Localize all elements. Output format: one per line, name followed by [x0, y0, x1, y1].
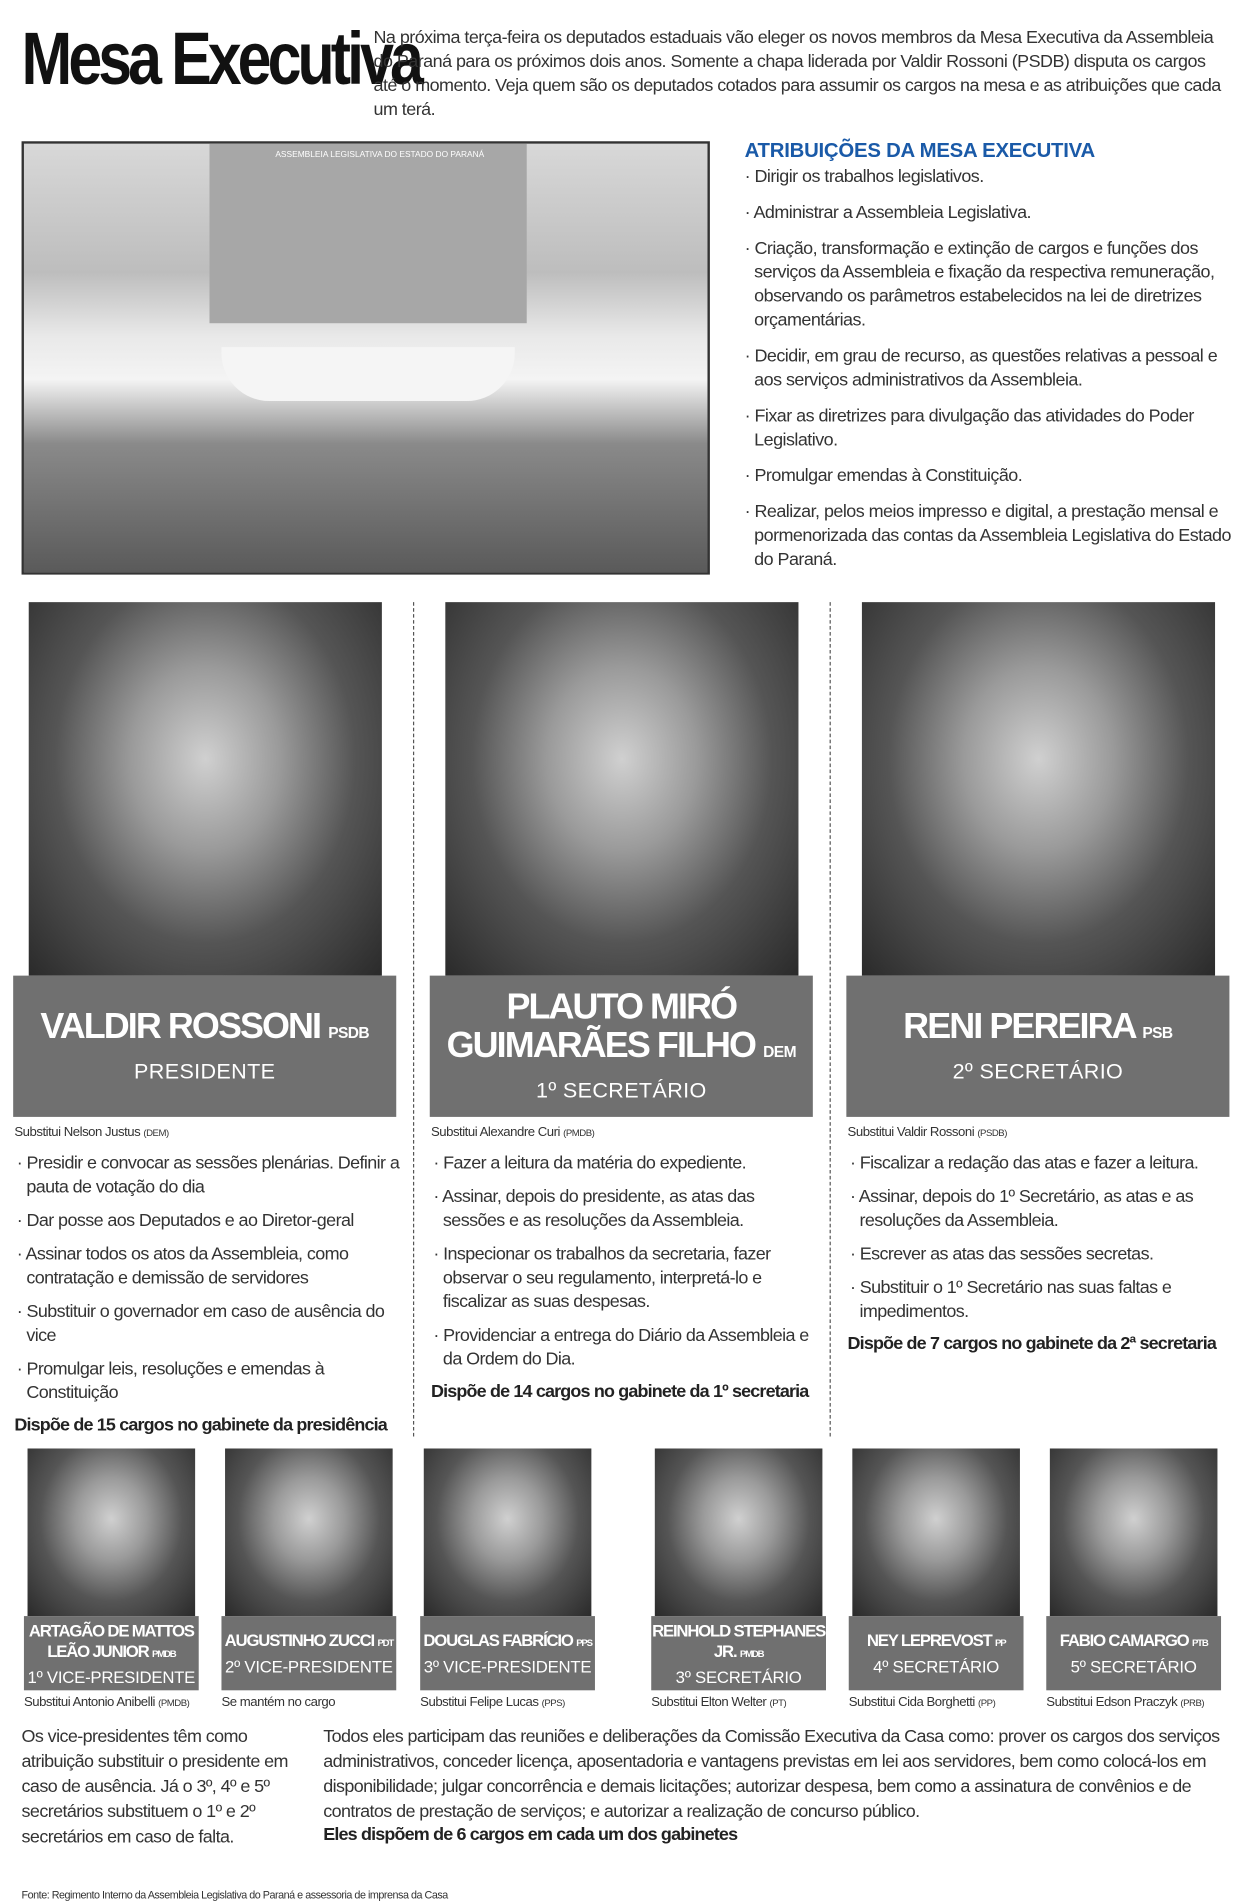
- member-photo: [862, 602, 1215, 975]
- name-box: [1046, 1616, 1221, 1690]
- substitutes-party: (PT): [769, 1697, 787, 1709]
- member-party: DEM: [763, 1042, 796, 1061]
- duty-item: · Substituir o 1º Secretário nas suas faltas e impedimentos.: [849, 1277, 1172, 1322]
- substitutes-party: (PP): [978, 1697, 996, 1709]
- name-box: [846, 976, 1229, 1117]
- member-role: 2º VICE-PRESIDENTE: [225, 1656, 393, 1676]
- substitutes-line: [221, 1695, 425, 1709]
- member-name-text: DOUGLAS FABRÍCIO: [423, 1630, 573, 1650]
- member-photo: [29, 602, 382, 975]
- duty-item: · Providenciar a entrega do Diário da Assembleia e da Ordem do Dia.: [433, 1325, 809, 1370]
- substitutes-party: (PRB): [1180, 1697, 1205, 1709]
- substitutes-text: Se mantém no cargo: [221, 1695, 336, 1710]
- member-photo: [28, 1448, 196, 1616]
- member-photo: [225, 1448, 393, 1616]
- member-party: PPS: [576, 1637, 592, 1649]
- substitutes-line: [848, 1125, 1233, 1139]
- member-details: [14, 1125, 399, 1435]
- member-photo: [1050, 1448, 1218, 1616]
- substitutes-party: (PPS): [541, 1697, 565, 1709]
- cargos-note: Dispõe de 14 cargos no gabinete da 1º secretaria: [430, 1381, 809, 1402]
- attribution-item: · Decidir, em grau de recurso, as questões relativas a pessoal e aos serviços administrativos da Assembleia.: [744, 345, 1218, 391]
- substitutes-text: Substitui Alexandre Curi: [430, 1125, 560, 1140]
- substitutes-text: Substitui Nelson Justus: [14, 1125, 141, 1140]
- attribution-item: · Realizar, pelos meios impresso e digital, a prestação mensal e pormenorizada das contas da Assembleia Legislativa do Estado do Paraná.: [744, 501, 1231, 570]
- member-name: [24, 1620, 199, 1663]
- substitutes-line: [849, 1695, 1053, 1709]
- attribution-item: · Fixar as diretrizes para divulgação das atividades do Poder Legislativo.: [744, 405, 1194, 451]
- member-name-text: ARTAGÃO DE MATTOS LEÃO JUNIOR: [28, 1620, 194, 1660]
- member-name: [13, 1008, 396, 1052]
- substitutes-line: [651, 1695, 855, 1709]
- page-title: Mesa Executiva: [21, 17, 420, 101]
- member-name-text: FABIO CAMARGO: [1059, 1630, 1189, 1650]
- member-name-text: REINHOLD STEPHANES JR.: [652, 1620, 826, 1660]
- member-photo: [445, 602, 798, 975]
- name-box: [420, 1616, 595, 1690]
- member-name: [849, 1630, 1024, 1653]
- substitutes-text: Substitui Antonio Anibelli: [23, 1695, 155, 1710]
- member-details: [431, 1125, 816, 1402]
- member-details: [848, 1125, 1233, 1354]
- attribution-item: · Promulgar emendas à Constituição.: [744, 465, 1023, 487]
- member-role: 5º SECRETÁRIO: [1070, 1656, 1197, 1676]
- member-name: [430, 989, 813, 1072]
- member-name-text: NEY LEPREVOST: [866, 1630, 992, 1650]
- commission-cargos: Eles dispõem de 6 cargos em cada um dos gabinetes: [323, 1824, 738, 1845]
- member-party: PMDB: [152, 1647, 176, 1659]
- member-name-text: RENI PEREIRA: [903, 1006, 1135, 1047]
- member-name-text: AUGUSTINHO ZUCCI: [224, 1630, 375, 1650]
- duty-item: · Fazer a leitura da matéria do expediente.: [433, 1152, 746, 1174]
- member-name: [1046, 1630, 1221, 1653]
- member-photo: [852, 1448, 1020, 1616]
- name-box: [651, 1616, 826, 1690]
- member-name-text: VALDIR ROSSONI: [40, 1006, 321, 1047]
- duties-list: [848, 1152, 1233, 1324]
- substitutes-text: Substitui Elton Welter: [651, 1695, 767, 1710]
- substitutes-line: [420, 1695, 624, 1709]
- duty-item: · Assinar todos os atos da Assembleia, como contratação e demissão de servidores: [16, 1243, 349, 1289]
- member-role: PRESIDENTE: [134, 1059, 276, 1084]
- column-divider: [413, 602, 414, 1436]
- duties-list: [431, 1152, 816, 1372]
- member-role: 2º SECRETÁRIO: [952, 1059, 1124, 1084]
- duty-item: · Assinar, depois do presidente, as atas das sessões e as resoluções da Assembleia.: [433, 1186, 755, 1231]
- duty-item: · Assinar, depois do 1º Secretário, as atas e as resoluções da Assembleia.: [849, 1186, 1194, 1231]
- member-role: 3º VICE-PRESIDENTE: [423, 1656, 592, 1676]
- member-role: 3º SECRETÁRIO: [675, 1666, 802, 1687]
- name-box: [430, 976, 813, 1117]
- attributions-heading: ATRIBUIÇÕES DA MESA EXECUTIVA: [744, 138, 1095, 162]
- member-party: PTB: [1191, 1637, 1208, 1649]
- substitutes-text: Substitui Cida Borghetti: [848, 1695, 975, 1710]
- duty-item: · Dar posse aos Deputados e ao Diretor-geral: [16, 1210, 354, 1231]
- duty-item: · Presidir e convocar as sessões plenárias. Definir a pauta de votação do dia: [16, 1152, 400, 1198]
- cargos-note: Dispõe de 7 cargos no gabinete da 2ª secretaria: [847, 1333, 1216, 1354]
- name-box: [221, 1616, 396, 1690]
- member-party: PDT: [377, 1637, 394, 1649]
- substitutes-text: Substitui Felipe Lucas: [420, 1695, 539, 1710]
- member-name: [651, 1620, 826, 1663]
- plenary-label: ASSEMBLEIA LEGISLATIVA DO ESTADO DO PARANÁ: [275, 150, 485, 160]
- member-name: [420, 1630, 595, 1653]
- member-name-text: PLAUTO MIRÓ GUIMARÃES FILHO: [446, 987, 756, 1066]
- name-box: [13, 976, 396, 1117]
- member-role: 1º SECRETÁRIO: [535, 1078, 707, 1103]
- member-party: PSB: [1142, 1023, 1173, 1042]
- member-party: PP: [995, 1637, 1006, 1649]
- substitutes-party: (PSDB): [977, 1127, 1007, 1139]
- duty-item: · Escrever as atas das sessões secretas.: [849, 1243, 1154, 1265]
- substitutes-party: (DEM): [143, 1127, 169, 1139]
- member-role: 1º VICE-PRESIDENTE: [27, 1666, 196, 1687]
- substitutes-text: Substitui Edson Praczyk: [1046, 1695, 1178, 1710]
- substitutes-line: [14, 1125, 399, 1139]
- substitutes-party: (PMDB): [563, 1127, 595, 1139]
- name-box: [849, 1616, 1024, 1690]
- member-photo: [655, 1448, 823, 1616]
- commission-note: Todos eles participam das reuniões e deliberações da Comissão Executiva da Casa como: prover os cargos dos serviços administrativos, conceder licença, aposentadoria e vantagens previstas em lei aos servidores, bem como colocá-los em disponibilidade; julgar concorrência e demais licitações; autorizar despesa, bem como a assinatura de convênios e de contratos de prestação de serviços; e autorizar a realização de concurso público.: [323, 1726, 1220, 1822]
- member-party: PSDB: [328, 1023, 370, 1042]
- column-divider: [830, 602, 831, 1436]
- substitutes-party: (PMDB): [158, 1697, 190, 1709]
- attributions-panel: [745, 139, 1236, 584]
- substitutes-line: [431, 1125, 816, 1139]
- duty-item: · Fiscalizar a redação das atas e fazer a leitura.: [849, 1152, 1199, 1174]
- duty-item: · Inspecionar os trabalhos da secretaria, fazer observar o seu regulamento, interpretá-lo e fiscalizar as suas despesas.: [433, 1243, 771, 1313]
- duty-item: · Substituir o governador em caso de ausência do vice: [16, 1301, 385, 1346]
- attribution-item: · Dirigir os trabalhos legislativos.: [744, 166, 984, 187]
- name-box: [24, 1616, 199, 1690]
- member-name: [846, 1008, 1229, 1052]
- plenary-photo: [22, 141, 710, 574]
- member-name: [221, 1630, 396, 1653]
- substitutes-line: [24, 1695, 228, 1709]
- attribution-item: · Administrar a Assembleia Legislativa.: [744, 202, 1031, 223]
- cargos-note: Dispõe de 15 cargos no gabinete da presidência: [14, 1414, 387, 1436]
- member-photo: [424, 1448, 592, 1616]
- member-role: 4º SECRETÁRIO: [873, 1656, 1000, 1676]
- substitutes-text: Substitui Valdir Rossoni: [847, 1125, 975, 1140]
- member-party: PMDB: [739, 1647, 764, 1659]
- substitutes-line: [1046, 1695, 1245, 1709]
- duty-item: · Promulgar leis, resoluções e emendas à Constituição: [16, 1358, 325, 1404]
- intro-text: Na próxima terça-feira os deputados estaduais vão eleger os novos membros da Mesa Executiva da Assembleia do Paraná para os próximos dois anos. Somente a chapa liderada por Valdir Rossoni (PSDB) disputa os cargos até o momento. Veja quem são os deputados cotados para assumir os cargos na mesa e as atribuições que cada um terá.: [373, 27, 1221, 120]
- source-note: Fonte: Regimento Interno da Assembleia Legislativa do Paraná e assessoria de imprensa da Casa: [21, 1889, 448, 1901]
- duties-list: [14, 1152, 399, 1406]
- vice-note: Os vice-presidentes têm como atribuição substituir o presidente em caso de ausência. Já o 3º, 4º e 5º secretários substituem o 1º e 2º secretários em caso de falta.: [21, 1726, 288, 1848]
- attribution-item: · Criação, transformação e extinção de cargos e funções dos serviços da Assembleia e fixação da respectiva remuneração, observando os parâmetros estabelecidos na lei de diretrizes orçamentárias.: [744, 238, 1215, 331]
